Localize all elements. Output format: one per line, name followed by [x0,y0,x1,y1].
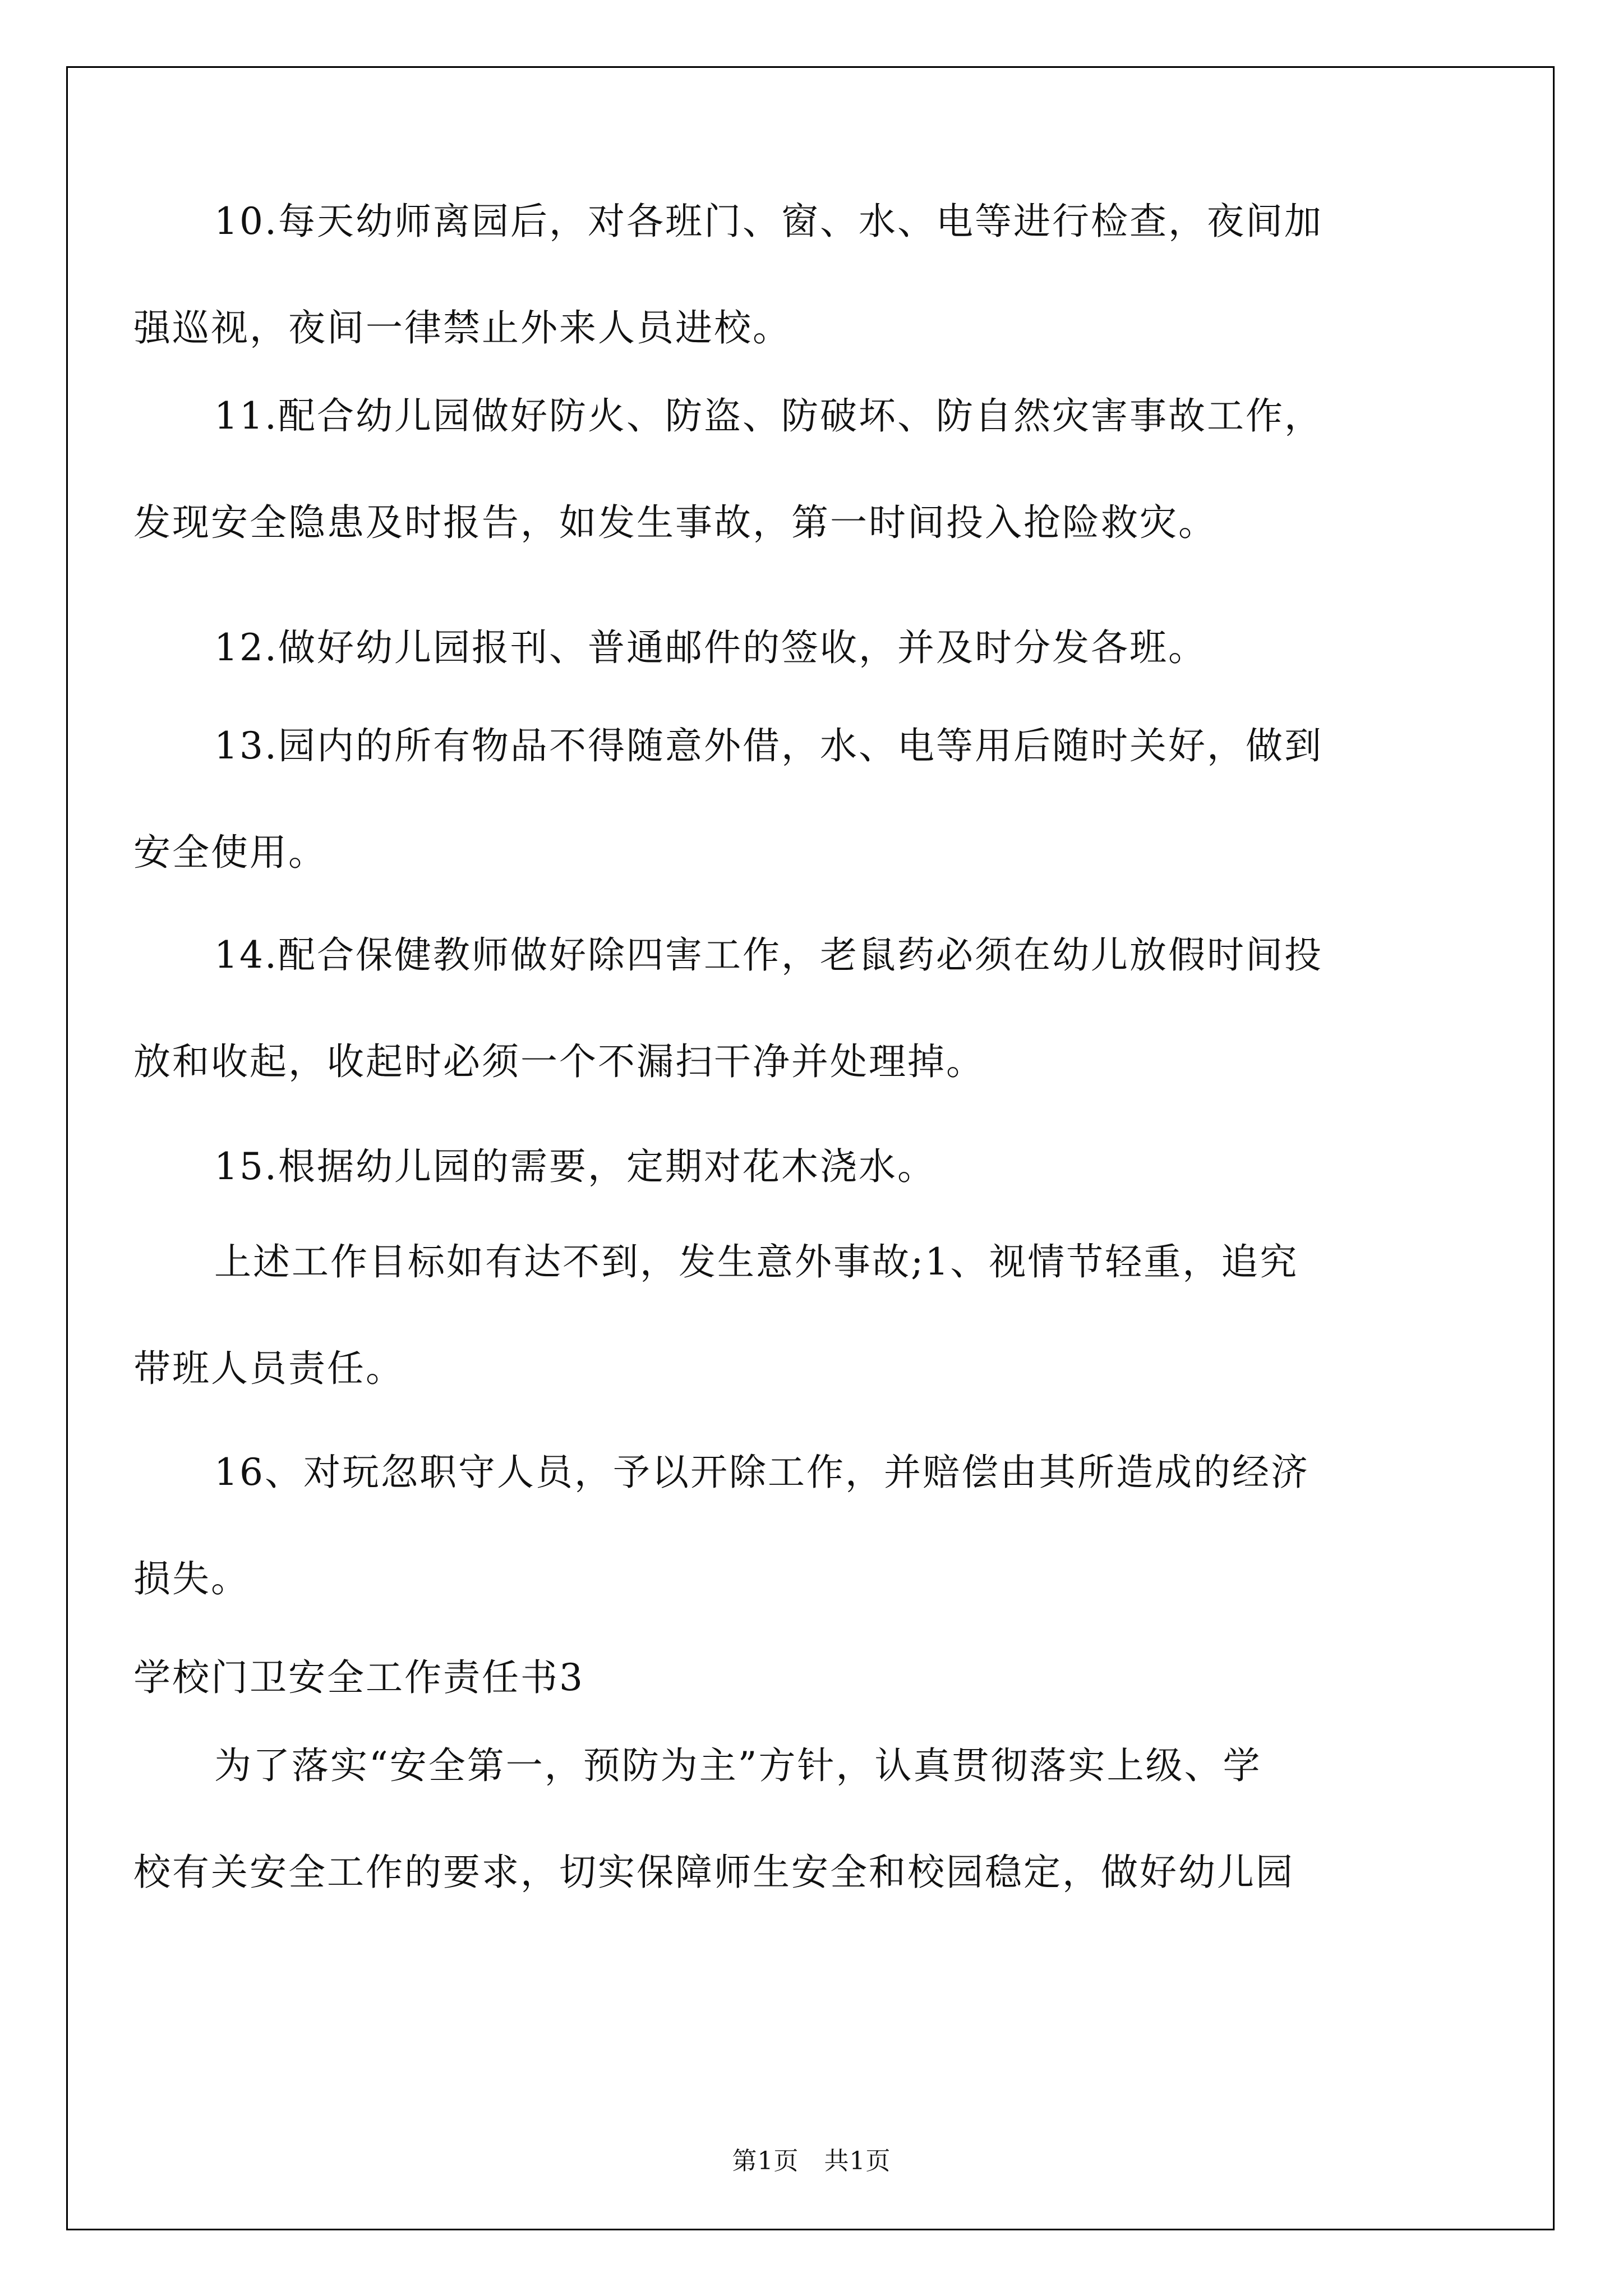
paragraph-line: 学校门卫安全工作责任书3 [133,1656,584,1699]
paragraph [133,595,1490,701]
paragraph-line: 14.配合保健教师做好除四害工作，老鼠药必须在幼儿放假时间投 [214,933,1323,977]
paragraph-line: 损失。 [133,1557,250,1600]
paragraph-line: 安全使用。 [133,831,327,874]
paragraph-line: 发现安全隐患及时报告，如发生事故，第一时间投入抢险救灾。 [133,501,1217,544]
paragraph-line: 11.配合幼儿园做好防火、防盗、防破坏、防自然灾害事故工作， [214,394,1323,438]
paragraph-line: 16、对玩忽职守人员，予以开除工作，并赔偿由其所造成的经济 [214,1451,1310,1494]
paragraph [133,363,1490,576]
paragraph [133,1713,1490,1926]
paragraph-line: 上述工作目标如有达不到，发生意外事故;1、视情节轻重，追究 [214,1240,1299,1283]
paragraph-line: 强巡视，夜间一律禁止外来人员进校。 [133,306,791,349]
paragraph-line: 放和收起，收起时必须一个不漏扫干净并处理掉。 [133,1040,985,1083]
paragraph-line: 为了落实“安全第一，预防为主”方针，认真贯彻落实上级、学 [214,1744,1262,1787]
paragraph [133,1419,1490,1632]
paragraph [133,168,1490,381]
paragraph-line: 12.做好幼儿园报刊、普通邮件的签收，并及时分发各班。 [214,626,1207,669]
paragraph-line: 13.园内的所有物品不得随意外借，水、电等用后随时关好，做到 [214,724,1323,767]
page-footer: 第1页 共1页 [732,2147,891,2175]
paragraph-line: 带班人员责任。 [133,1347,404,1390]
paragraph [133,1209,1490,1422]
paragraph-line: 10.每天幼师离园后，对各班门、窗、水、电等进行检查，夜间加 [214,200,1323,243]
paragraph [133,693,1490,906]
paragraph-line: 15.根据幼儿园的需要，定期对花木浇水。 [214,1145,936,1188]
paragraph [133,1114,1490,1220]
paragraph [133,902,1490,1115]
paragraph-line: 校有关安全工作的要求，切实保障师生安全和校园稳定，做好幼儿园 [133,1851,1294,1894]
